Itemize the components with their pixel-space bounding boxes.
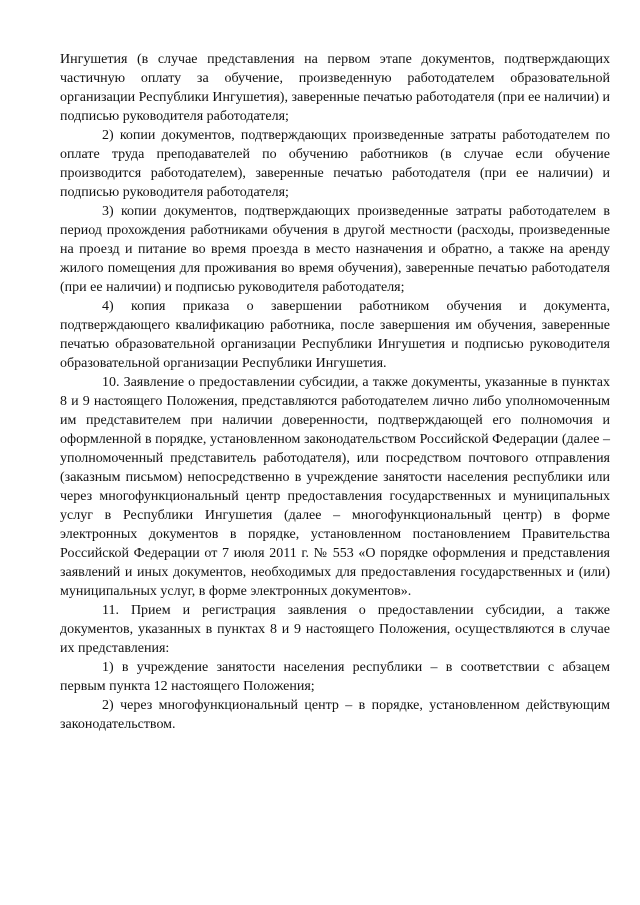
paragraph-continuation: Ингушетия (в случае представления на первом этапе документов, подтверждающих частичную оплату за обучение, произведенную работодателем образовательной организации Республики Ингушетия), заверенные печатью работодателя (при ее наличии) и подписью руководителя работодателя; <box>60 52 610 124</box>
paragraph-subitem-2: 2) через многофункциональный центр – в порядке, установленном действующим законодательством. <box>60 698 610 732</box>
paragraph-item-4: 4) копия приказа о завершении работником обучения и документа, подтверждающего квалификацию работника, после завершения им обучения, заверенные печатью образовательной организации Республики Ингушетия и подписью руководителя образовательной организации Республики Ингушетия. <box>60 299 610 371</box>
paragraph-item-3: 3) копии документов, подтверждающих произведенные затраты работодателем в период прохождения работниками обучения в другой местности (расходы, произведенные на проезд и питание во время проезда в место назначения и обратно, а также на аренду жилого помещения для проживания во время обучения), заверенные печатью работодателя (при ее наличии) и подписью руководителя работодателя; <box>60 204 610 295</box>
paragraph-section-11: 11. Прием и регистрация заявления о предоставлении субсидии, а также документов, указанных в пунктах 8 и 9 настоящего Положения, осуществляются в случае их представления: <box>60 603 610 656</box>
paragraph-section-10: 10. Заявление о предоставлении субсидии, а также документы, указанные в пунктах 8 и 9 настоящего Положения, представляются работодателем лично либо уполномоченным им представителем при наличии доверенности, подтверждающей его полномочия и оформленной в порядке, установленном законодательством Российской Федерации (далее – уполномоченный представитель работодателя), или посредством почтового отправления (заказным письмом) непосредственно в учреждение занятости населения республики или через многофункциональный центр предоставления государственных и муниципальных услуг в Республики Ингушетия (далее – многофункциональный центр) в форме электронных документов в порядке, установленном постановлением Правительства Российской Федерации от 7 июля 2011 г. № 553 «О порядке оформления и представления заявлений и иных документов, необходимых для предоставления государственных и (или) муниципальных услуг, в форме электронных документов». <box>60 375 610 599</box>
paragraph-item-2: 2) копии документов, подтверждающих произведенные затраты работодателем по оплате труда преподавателей по обучению работников (в случае если обучение производится работодателем), заверенные печатью работодателя (при ее наличии) и подписью руководителя работодателя; <box>60 128 610 200</box>
paragraph-subitem-1: 1) в учреждение занятости населения республики – в соответствии с абзацем первым пункта 12 настоящего Положения; <box>60 660 610 694</box>
